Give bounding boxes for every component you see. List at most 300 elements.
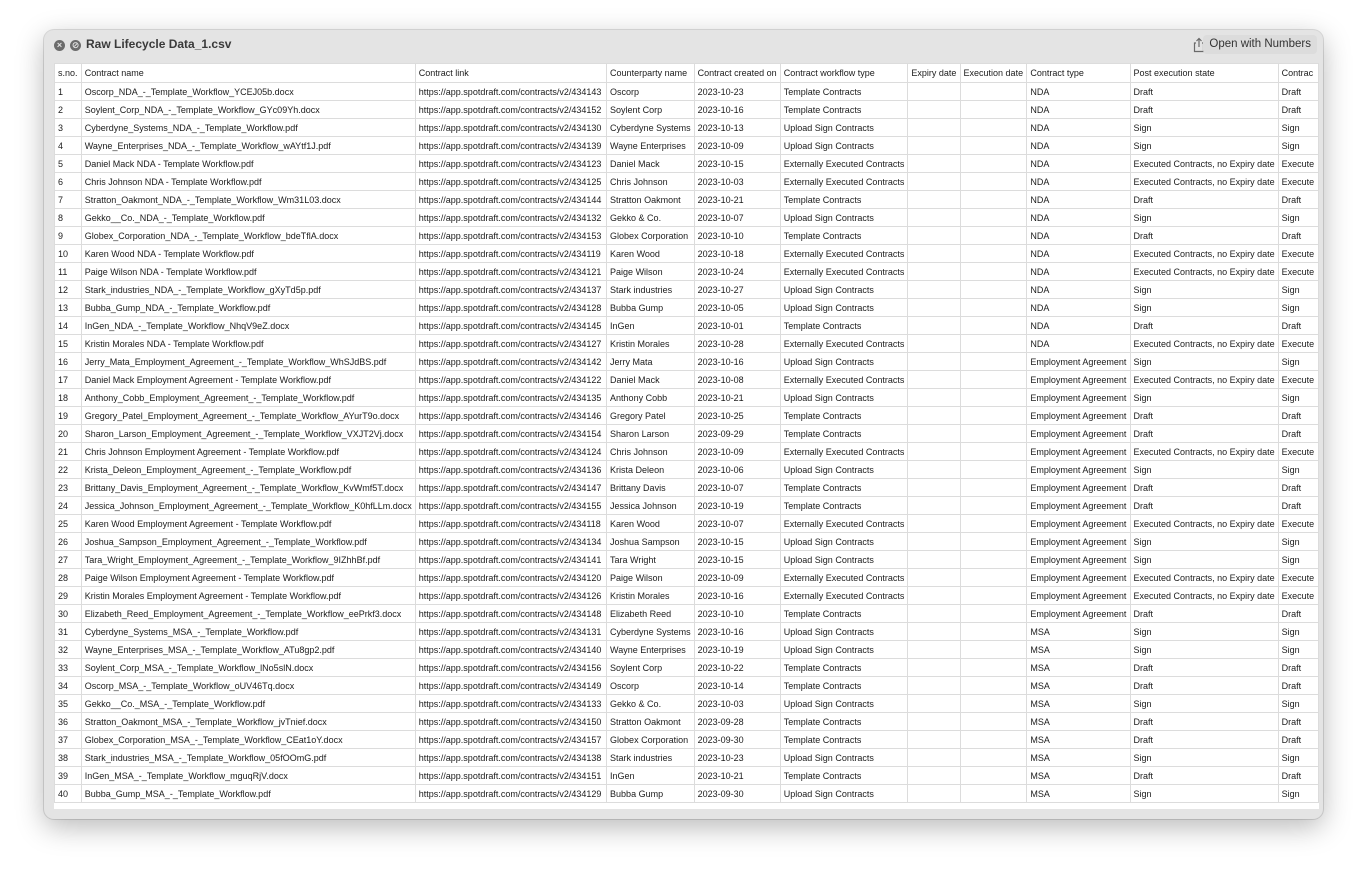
- expiry-date-cell[interactable]: [908, 245, 960, 263]
- contract-status-cell[interactable]: Execute: [1278, 443, 1318, 461]
- execution-date-cell[interactable]: [960, 695, 1027, 713]
- sno-cell[interactable]: 21: [55, 443, 82, 461]
- execution-date-cell[interactable]: [960, 83, 1027, 101]
- contract-type-cell[interactable]: NDA: [1027, 209, 1130, 227]
- counterparty-cell[interactable]: Wayne Enterprises: [607, 641, 695, 659]
- created-on-cell[interactable]: 2023-10-21: [694, 767, 780, 785]
- created-on-cell[interactable]: 2023-10-01: [694, 317, 780, 335]
- expiry-date-cell[interactable]: [908, 425, 960, 443]
- table-row[interactable]: [55, 299, 1319, 317]
- created-on-cell[interactable]: 2023-10-24: [694, 263, 780, 281]
- counterparty-cell[interactable]: Soylent Corp: [607, 659, 695, 677]
- expiry-date-cell[interactable]: [908, 83, 960, 101]
- execution-date-cell[interactable]: [960, 317, 1027, 335]
- contract-link-cell[interactable]: https://app.spotdraft.com/contracts/v2/434154: [415, 425, 606, 443]
- contract-name-cell[interactable]: Anthony_Cobb_Employment_Agreement_-_Template_Workflow.pdf: [81, 389, 415, 407]
- table-row[interactable]: [55, 263, 1319, 281]
- contract-status-cell[interactable]: Draft: [1278, 101, 1318, 119]
- counterparty-cell[interactable]: Cyberdyne Systems: [607, 119, 695, 137]
- workflow-type-cell[interactable]: Upload Sign Contracts: [780, 389, 908, 407]
- table-row[interactable]: [55, 785, 1319, 803]
- contract-name-cell[interactable]: Jerry_Mata_Employment_Agreement_-_Template_Workflow_WhSJdBS.pdf: [81, 353, 415, 371]
- table-row[interactable]: [55, 605, 1319, 623]
- post-execution-state-cell[interactable]: Sign: [1130, 281, 1278, 299]
- execution-date-cell[interactable]: [960, 605, 1027, 623]
- created-on-cell[interactable]: 2023-10-16: [694, 587, 780, 605]
- execution-date-cell[interactable]: [960, 785, 1027, 803]
- execution-date-cell[interactable]: [960, 749, 1027, 767]
- header-col-sno[interactable]: s.no.: [55, 64, 82, 83]
- header-col-contract-status[interactable]: Contrac: [1278, 64, 1318, 83]
- execution-date-cell[interactable]: [960, 497, 1027, 515]
- counterparty-cell[interactable]: Chris Johnson: [607, 443, 695, 461]
- contract-type-cell[interactable]: MSA: [1027, 713, 1130, 731]
- contract-status-cell[interactable]: Sign: [1278, 533, 1318, 551]
- workflow-type-cell[interactable]: Externally Executed Contracts: [780, 155, 908, 173]
- workflow-type-cell[interactable]: Template Contracts: [780, 731, 908, 749]
- post-execution-state-cell[interactable]: Draft: [1130, 101, 1278, 119]
- contract-status-cell[interactable]: Sign: [1278, 353, 1318, 371]
- workflow-type-cell[interactable]: Template Contracts: [780, 407, 908, 425]
- execution-date-cell[interactable]: [960, 713, 1027, 731]
- expiry-date-cell[interactable]: [908, 353, 960, 371]
- contract-link-cell[interactable]: https://app.spotdraft.com/contracts/v2/434156: [415, 659, 606, 677]
- workflow-type-cell[interactable]: Template Contracts: [780, 677, 908, 695]
- contract-status-cell[interactable]: Draft: [1278, 317, 1318, 335]
- sno-cell[interactable]: 3: [55, 119, 82, 137]
- execution-date-cell[interactable]: [960, 371, 1027, 389]
- open-with-numbers-button[interactable]: Open with Numbers: [1203, 35, 1317, 54]
- execution-date-cell[interactable]: [960, 533, 1027, 551]
- counterparty-cell[interactable]: Sharon Larson: [607, 425, 695, 443]
- post-execution-state-cell[interactable]: Executed Contracts, no Expiry date: [1130, 569, 1278, 587]
- contract-link-cell[interactable]: https://app.spotdraft.com/contracts/v2/434146: [415, 407, 606, 425]
- created-on-cell[interactable]: 2023-10-06: [694, 461, 780, 479]
- sno-cell[interactable]: 34: [55, 677, 82, 695]
- execution-date-cell[interactable]: [960, 299, 1027, 317]
- counterparty-cell[interactable]: Joshua Sampson: [607, 533, 695, 551]
- workflow-type-cell[interactable]: Upload Sign Contracts: [780, 551, 908, 569]
- counterparty-cell[interactable]: Bubba Gump: [607, 785, 695, 803]
- header-col-created-on[interactable]: Contract created on: [694, 64, 780, 83]
- expiry-date-cell[interactable]: [908, 191, 960, 209]
- counterparty-cell[interactable]: Karen Wood: [607, 515, 695, 533]
- workflow-type-cell[interactable]: Template Contracts: [780, 227, 908, 245]
- contract-name-cell[interactable]: Krista_Deleon_Employment_Agreement_-_Template_Workflow.pdf: [81, 461, 415, 479]
- created-on-cell[interactable]: 2023-10-07: [694, 479, 780, 497]
- execution-date-cell[interactable]: [960, 119, 1027, 137]
- contract-link-cell[interactable]: https://app.spotdraft.com/contracts/v2/434121: [415, 263, 606, 281]
- execution-date-cell[interactable]: [960, 335, 1027, 353]
- sno-cell[interactable]: 25: [55, 515, 82, 533]
- post-execution-state-cell[interactable]: Sign: [1130, 641, 1278, 659]
- sno-cell[interactable]: 29: [55, 587, 82, 605]
- post-execution-state-cell[interactable]: Draft: [1130, 767, 1278, 785]
- created-on-cell[interactable]: 2023-10-22: [694, 659, 780, 677]
- contract-type-cell[interactable]: NDA: [1027, 191, 1130, 209]
- header-col-expiry-date[interactable]: Expiry date: [908, 64, 960, 83]
- counterparty-cell[interactable]: InGen: [607, 767, 695, 785]
- contract-status-cell[interactable]: Execute: [1278, 173, 1318, 191]
- table-row[interactable]: [55, 317, 1319, 335]
- contract-name-cell[interactable]: Gregory_Patel_Employment_Agreement_-_Template_Workflow_AYurT9o.docx: [81, 407, 415, 425]
- execution-date-cell[interactable]: [960, 137, 1027, 155]
- contract-status-cell[interactable]: Draft: [1278, 479, 1318, 497]
- expiry-date-cell[interactable]: [908, 569, 960, 587]
- contract-name-cell[interactable]: Joshua_Sampson_Employment_Agreement_-_Template_Workflow.pdf: [81, 533, 415, 551]
- contract-link-cell[interactable]: https://app.spotdraft.com/contracts/v2/434141: [415, 551, 606, 569]
- post-execution-state-cell[interactable]: Draft: [1130, 317, 1278, 335]
- contract-link-cell[interactable]: https://app.spotdraft.com/contracts/v2/434125: [415, 173, 606, 191]
- post-execution-state-cell[interactable]: Sign: [1130, 209, 1278, 227]
- execution-date-cell[interactable]: [960, 443, 1027, 461]
- expiry-date-cell[interactable]: [908, 155, 960, 173]
- post-execution-state-cell[interactable]: Draft: [1130, 497, 1278, 515]
- sno-cell[interactable]: 35: [55, 695, 82, 713]
- table-row[interactable]: [55, 407, 1319, 425]
- workflow-type-cell[interactable]: Externally Executed Contracts: [780, 173, 908, 191]
- contract-status-cell[interactable]: Execute: [1278, 245, 1318, 263]
- contract-type-cell[interactable]: Employment Agreement: [1027, 407, 1130, 425]
- contract-name-cell[interactable]: Karen Wood NDA - Template Workflow.pdf: [81, 245, 415, 263]
- table-row[interactable]: [55, 119, 1319, 137]
- expiry-date-cell[interactable]: [908, 533, 960, 551]
- header-col-contract-link[interactable]: Contract link: [415, 64, 606, 83]
- contract-type-cell[interactable]: NDA: [1027, 101, 1130, 119]
- expiry-date-cell[interactable]: [908, 497, 960, 515]
- created-on-cell[interactable]: 2023-10-23: [694, 83, 780, 101]
- table-row[interactable]: [55, 389, 1319, 407]
- table-row[interactable]: [55, 335, 1319, 353]
- expiry-date-cell[interactable]: [908, 641, 960, 659]
- contract-name-cell[interactable]: Cyberdyne_Systems_NDA_-_Template_Workflow.pdf: [81, 119, 415, 137]
- expiry-date-cell[interactable]: [908, 371, 960, 389]
- contract-name-cell[interactable]: Stark_industries_MSA_-_Template_Workflow_05fOOmG.pdf: [81, 749, 415, 767]
- execution-date-cell[interactable]: [960, 461, 1027, 479]
- post-execution-state-cell[interactable]: Sign: [1130, 749, 1278, 767]
- contract-link-cell[interactable]: https://app.spotdraft.com/contracts/v2/434129: [415, 785, 606, 803]
- counterparty-cell[interactable]: InGen: [607, 317, 695, 335]
- contract-name-cell[interactable]: Paige Wilson NDA - Template Workflow.pdf: [81, 263, 415, 281]
- contract-type-cell[interactable]: Employment Agreement: [1027, 605, 1130, 623]
- contract-type-cell[interactable]: NDA: [1027, 227, 1130, 245]
- expiry-date-cell[interactable]: [908, 767, 960, 785]
- created-on-cell[interactable]: 2023-10-08: [694, 371, 780, 389]
- execution-date-cell[interactable]: [960, 263, 1027, 281]
- post-execution-state-cell[interactable]: Executed Contracts, no Expiry date: [1130, 263, 1278, 281]
- contract-link-cell[interactable]: https://app.spotdraft.com/contracts/v2/434126: [415, 587, 606, 605]
- created-on-cell[interactable]: 2023-10-16: [694, 623, 780, 641]
- contract-link-cell[interactable]: https://app.spotdraft.com/contracts/v2/434134: [415, 533, 606, 551]
- contract-status-cell[interactable]: Execute: [1278, 515, 1318, 533]
- contract-link-cell[interactable]: https://app.spotdraft.com/contracts/v2/434139: [415, 137, 606, 155]
- execution-date-cell[interactable]: [960, 515, 1027, 533]
- created-on-cell[interactable]: 2023-10-14: [694, 677, 780, 695]
- table-row[interactable]: [55, 155, 1319, 173]
- sno-cell[interactable]: 39: [55, 767, 82, 785]
- header-col-post-execution-state[interactable]: Post execution state: [1130, 64, 1278, 83]
- contract-type-cell[interactable]: NDA: [1027, 245, 1130, 263]
- contract-type-cell[interactable]: Employment Agreement: [1027, 479, 1130, 497]
- contract-type-cell[interactable]: Employment Agreement: [1027, 533, 1130, 551]
- execution-date-cell[interactable]: [960, 389, 1027, 407]
- expiry-date-cell[interactable]: [908, 389, 960, 407]
- sno-cell[interactable]: 19: [55, 407, 82, 425]
- expiry-date-cell[interactable]: [908, 731, 960, 749]
- contract-name-cell[interactable]: InGen_MSA_-_Template_Workflow_mguqRjV.docx: [81, 767, 415, 785]
- contract-name-cell[interactable]: Daniel Mack Employment Agreement - Template Workflow.pdf: [81, 371, 415, 389]
- expiry-date-cell[interactable]: [908, 623, 960, 641]
- contract-status-cell[interactable]: Sign: [1278, 461, 1318, 479]
- table-row[interactable]: [55, 659, 1319, 677]
- sno-cell[interactable]: 14: [55, 317, 82, 335]
- created-on-cell[interactable]: 2023-10-23: [694, 749, 780, 767]
- contract-type-cell[interactable]: Employment Agreement: [1027, 443, 1130, 461]
- post-execution-state-cell[interactable]: Executed Contracts, no Expiry date: [1130, 173, 1278, 191]
- created-on-cell[interactable]: 2023-10-21: [694, 389, 780, 407]
- post-execution-state-cell[interactable]: Draft: [1130, 407, 1278, 425]
- contract-link-cell[interactable]: https://app.spotdraft.com/contracts/v2/434147: [415, 479, 606, 497]
- execution-date-cell[interactable]: [960, 173, 1027, 191]
- contract-status-cell[interactable]: Sign: [1278, 749, 1318, 767]
- contract-name-cell[interactable]: InGen_NDA_-_Template_Workflow_NhqV9eZ.docx: [81, 317, 415, 335]
- sno-cell[interactable]: 10: [55, 245, 82, 263]
- contract-link-cell[interactable]: https://app.spotdraft.com/contracts/v2/434128: [415, 299, 606, 317]
- workflow-type-cell[interactable]: Upload Sign Contracts: [780, 119, 908, 137]
- contract-name-cell[interactable]: Daniel Mack NDA - Template Workflow.pdf: [81, 155, 415, 173]
- contract-type-cell[interactable]: Employment Agreement: [1027, 389, 1130, 407]
- contract-status-cell[interactable]: Draft: [1278, 83, 1318, 101]
- contract-status-cell[interactable]: Draft: [1278, 713, 1318, 731]
- table-row[interactable]: [55, 425, 1319, 443]
- workflow-type-cell[interactable]: Upload Sign Contracts: [780, 461, 908, 479]
- contract-status-cell[interactable]: Execute: [1278, 371, 1318, 389]
- contract-type-cell[interactable]: NDA: [1027, 83, 1130, 101]
- created-on-cell[interactable]: 2023-10-09: [694, 569, 780, 587]
- contract-status-cell[interactable]: Execute: [1278, 335, 1318, 353]
- contract-name-cell[interactable]: Globex_Corporation_MSA_-_Template_Workflow_CEat1oY.docx: [81, 731, 415, 749]
- contract-link-cell[interactable]: https://app.spotdraft.com/contracts/v2/434148: [415, 605, 606, 623]
- expiry-date-cell[interactable]: [908, 713, 960, 731]
- contract-type-cell[interactable]: Employment Agreement: [1027, 425, 1130, 443]
- counterparty-cell[interactable]: Kristin Morales: [607, 587, 695, 605]
- table-row[interactable]: [55, 173, 1319, 191]
- counterparty-cell[interactable]: Stratton Oakmont: [607, 713, 695, 731]
- table-row[interactable]: [55, 713, 1319, 731]
- execution-date-cell[interactable]: [960, 353, 1027, 371]
- fullscreen-icon[interactable]: ⊘: [71, 40, 80, 50]
- header-col-contract-name[interactable]: Contract name: [81, 64, 415, 83]
- contract-link-cell[interactable]: https://app.spotdraft.com/contracts/v2/434131: [415, 623, 606, 641]
- counterparty-cell[interactable]: Krista Deleon: [607, 461, 695, 479]
- workflow-type-cell[interactable]: Template Contracts: [780, 317, 908, 335]
- expiry-date-cell[interactable]: [908, 785, 960, 803]
- contract-status-cell[interactable]: Sign: [1278, 299, 1318, 317]
- counterparty-cell[interactable]: Jerry Mata: [607, 353, 695, 371]
- post-execution-state-cell[interactable]: Draft: [1130, 713, 1278, 731]
- contract-status-cell[interactable]: Draft: [1278, 605, 1318, 623]
- created-on-cell[interactable]: 2023-10-10: [694, 605, 780, 623]
- sno-cell[interactable]: 40: [55, 785, 82, 803]
- counterparty-cell[interactable]: Gekko & Co.: [607, 209, 695, 227]
- contract-name-cell[interactable]: Sharon_Larson_Employment_Agreement_-_Template_Workflow_VXJT2Vj.docx: [81, 425, 415, 443]
- sno-cell[interactable]: 23: [55, 479, 82, 497]
- counterparty-cell[interactable]: Stark industries: [607, 281, 695, 299]
- contract-link-cell[interactable]: https://app.spotdraft.com/contracts/v2/434149: [415, 677, 606, 695]
- sno-cell[interactable]: 8: [55, 209, 82, 227]
- created-on-cell[interactable]: 2023-10-19: [694, 497, 780, 515]
- post-execution-state-cell[interactable]: Draft: [1130, 479, 1278, 497]
- execution-date-cell[interactable]: [960, 623, 1027, 641]
- expiry-date-cell[interactable]: [908, 407, 960, 425]
- created-on-cell[interactable]: 2023-10-25: [694, 407, 780, 425]
- workflow-type-cell[interactable]: Upload Sign Contracts: [780, 749, 908, 767]
- sno-cell[interactable]: 22: [55, 461, 82, 479]
- contract-link-cell[interactable]: https://app.spotdraft.com/contracts/v2/434118: [415, 515, 606, 533]
- expiry-date-cell[interactable]: [908, 299, 960, 317]
- contract-name-cell[interactable]: Bubba_Gump_MSA_-_Template_Workflow.pdf: [81, 785, 415, 803]
- post-execution-state-cell[interactable]: Executed Contracts, no Expiry date: [1130, 335, 1278, 353]
- table-row[interactable]: [55, 353, 1319, 371]
- sno-cell[interactable]: 17: [55, 371, 82, 389]
- contract-status-cell[interactable]: Sign: [1278, 137, 1318, 155]
- post-execution-state-cell[interactable]: Draft: [1130, 677, 1278, 695]
- table-row[interactable]: [55, 749, 1319, 767]
- table-row[interactable]: [55, 137, 1319, 155]
- created-on-cell[interactable]: 2023-09-30: [694, 785, 780, 803]
- workflow-type-cell[interactable]: Upload Sign Contracts: [780, 137, 908, 155]
- contract-name-cell[interactable]: Bubba_Gump_NDA_-_Template_Workflow.pdf: [81, 299, 415, 317]
- workflow-type-cell[interactable]: Upload Sign Contracts: [780, 299, 908, 317]
- contract-status-cell[interactable]: Execute: [1278, 263, 1318, 281]
- contract-name-cell[interactable]: Kristin Morales Employment Agreement - Template Workflow.pdf: [81, 587, 415, 605]
- counterparty-cell[interactable]: Gekko & Co.: [607, 695, 695, 713]
- contract-type-cell[interactable]: NDA: [1027, 155, 1130, 173]
- contract-type-cell[interactable]: MSA: [1027, 677, 1130, 695]
- contract-name-cell[interactable]: Wayne_Enterprises_MSA_-_Template_Workflow_ATu8gp2.pdf: [81, 641, 415, 659]
- contract-link-cell[interactable]: https://app.spotdraft.com/contracts/v2/434135: [415, 389, 606, 407]
- counterparty-cell[interactable]: Brittany Davis: [607, 479, 695, 497]
- workflow-type-cell[interactable]: Template Contracts: [780, 767, 908, 785]
- expiry-date-cell[interactable]: [908, 173, 960, 191]
- workflow-type-cell[interactable]: Externally Executed Contracts: [780, 587, 908, 605]
- table-row[interactable]: [55, 101, 1319, 119]
- created-on-cell[interactable]: 2023-10-05: [694, 299, 780, 317]
- contract-name-cell[interactable]: Stratton_Oakmont_NDA_-_Template_Workflow_Wm31L03.docx: [81, 191, 415, 209]
- contract-status-cell[interactable]: Sign: [1278, 551, 1318, 569]
- workflow-type-cell[interactable]: Template Contracts: [780, 83, 908, 101]
- counterparty-cell[interactable]: Paige Wilson: [607, 263, 695, 281]
- contract-name-cell[interactable]: Wayne_Enterprises_NDA_-_Template_Workflow_wAYtf1J.pdf: [81, 137, 415, 155]
- contract-link-cell[interactable]: https://app.spotdraft.com/contracts/v2/434127: [415, 335, 606, 353]
- header-col-counterparty-name[interactable]: Counterparty name: [607, 64, 695, 83]
- table-row[interactable]: [55, 731, 1319, 749]
- expiry-date-cell[interactable]: [908, 335, 960, 353]
- contract-link-cell[interactable]: https://app.spotdraft.com/contracts/v2/434138: [415, 749, 606, 767]
- counterparty-cell[interactable]: Elizabeth Reed: [607, 605, 695, 623]
- contract-type-cell[interactable]: NDA: [1027, 173, 1130, 191]
- table-row[interactable]: [55, 371, 1319, 389]
- created-on-cell[interactable]: 2023-10-03: [694, 173, 780, 191]
- contract-name-cell[interactable]: Globex_Corporation_NDA_-_Template_Workflow_bdeTflA.docx: [81, 227, 415, 245]
- counterparty-cell[interactable]: Daniel Mack: [607, 371, 695, 389]
- sno-cell[interactable]: 33: [55, 659, 82, 677]
- expiry-date-cell[interactable]: [908, 119, 960, 137]
- contract-type-cell[interactable]: Employment Agreement: [1027, 371, 1130, 389]
- contract-type-cell[interactable]: Employment Agreement: [1027, 551, 1130, 569]
- post-execution-state-cell[interactable]: Draft: [1130, 731, 1278, 749]
- contract-name-cell[interactable]: Oscorp_NDA_-_Template_Workflow_YCEJ05b.docx: [81, 83, 415, 101]
- expiry-date-cell[interactable]: [908, 695, 960, 713]
- counterparty-cell[interactable]: Anthony Cobb: [607, 389, 695, 407]
- expiry-date-cell[interactable]: [908, 587, 960, 605]
- sno-cell[interactable]: 18: [55, 389, 82, 407]
- execution-date-cell[interactable]: [960, 227, 1027, 245]
- contract-link-cell[interactable]: https://app.spotdraft.com/contracts/v2/434157: [415, 731, 606, 749]
- post-execution-state-cell[interactable]: Executed Contracts, no Expiry date: [1130, 245, 1278, 263]
- workflow-type-cell[interactable]: Upload Sign Contracts: [780, 785, 908, 803]
- contract-status-cell[interactable]: Sign: [1278, 695, 1318, 713]
- contract-link-cell[interactable]: https://app.spotdraft.com/contracts/v2/434151: [415, 767, 606, 785]
- post-execution-state-cell[interactable]: Sign: [1130, 119, 1278, 137]
- post-execution-state-cell[interactable]: Draft: [1130, 83, 1278, 101]
- created-on-cell[interactable]: 2023-09-29: [694, 425, 780, 443]
- workflow-type-cell[interactable]: Upload Sign Contracts: [780, 695, 908, 713]
- counterparty-cell[interactable]: Stark industries: [607, 749, 695, 767]
- workflow-type-cell[interactable]: Template Contracts: [780, 605, 908, 623]
- contract-type-cell[interactable]: NDA: [1027, 317, 1130, 335]
- contract-type-cell[interactable]: NDA: [1027, 137, 1130, 155]
- contract-link-cell[interactable]: https://app.spotdraft.com/contracts/v2/434133: [415, 695, 606, 713]
- sno-cell[interactable]: 38: [55, 749, 82, 767]
- workflow-type-cell[interactable]: Externally Executed Contracts: [780, 263, 908, 281]
- expiry-date-cell[interactable]: [908, 659, 960, 677]
- expiry-date-cell[interactable]: [908, 677, 960, 695]
- post-execution-state-cell[interactable]: Draft: [1130, 659, 1278, 677]
- created-on-cell[interactable]: 2023-10-07: [694, 209, 780, 227]
- expiry-date-cell[interactable]: [908, 479, 960, 497]
- contract-link-cell[interactable]: https://app.spotdraft.com/contracts/v2/434120: [415, 569, 606, 587]
- sno-cell[interactable]: 30: [55, 605, 82, 623]
- table-row[interactable]: [55, 623, 1319, 641]
- expiry-date-cell[interactable]: [908, 317, 960, 335]
- post-execution-state-cell[interactable]: Executed Contracts, no Expiry date: [1130, 587, 1278, 605]
- expiry-date-cell[interactable]: [908, 443, 960, 461]
- contract-type-cell[interactable]: NDA: [1027, 119, 1130, 137]
- contract-link-cell[interactable]: https://app.spotdraft.com/contracts/v2/434144: [415, 191, 606, 209]
- expiry-date-cell[interactable]: [908, 227, 960, 245]
- post-execution-state-cell[interactable]: Draft: [1130, 227, 1278, 245]
- contract-link-cell[interactable]: https://app.spotdraft.com/contracts/v2/434150: [415, 713, 606, 731]
- contract-link-cell[interactable]: https://app.spotdraft.com/contracts/v2/434136: [415, 461, 606, 479]
- table-row[interactable]: [55, 767, 1319, 785]
- post-execution-state-cell[interactable]: Sign: [1130, 623, 1278, 641]
- contract-link-cell[interactable]: https://app.spotdraft.com/contracts/v2/434143: [415, 83, 606, 101]
- execution-date-cell[interactable]: [960, 479, 1027, 497]
- contract-link-cell[interactable]: https://app.spotdraft.com/contracts/v2/434130: [415, 119, 606, 137]
- counterparty-cell[interactable]: Bubba Gump: [607, 299, 695, 317]
- contract-status-cell[interactable]: Draft: [1278, 407, 1318, 425]
- created-on-cell[interactable]: 2023-10-27: [694, 281, 780, 299]
- contract-status-cell[interactable]: Sign: [1278, 785, 1318, 803]
- sno-cell[interactable]: 7: [55, 191, 82, 209]
- execution-date-cell[interactable]: [960, 587, 1027, 605]
- execution-date-cell[interactable]: [960, 281, 1027, 299]
- workflow-type-cell[interactable]: Template Contracts: [780, 713, 908, 731]
- created-on-cell[interactable]: 2023-10-21: [694, 191, 780, 209]
- contract-type-cell[interactable]: Employment Agreement: [1027, 497, 1130, 515]
- workflow-type-cell[interactable]: Template Contracts: [780, 479, 908, 497]
